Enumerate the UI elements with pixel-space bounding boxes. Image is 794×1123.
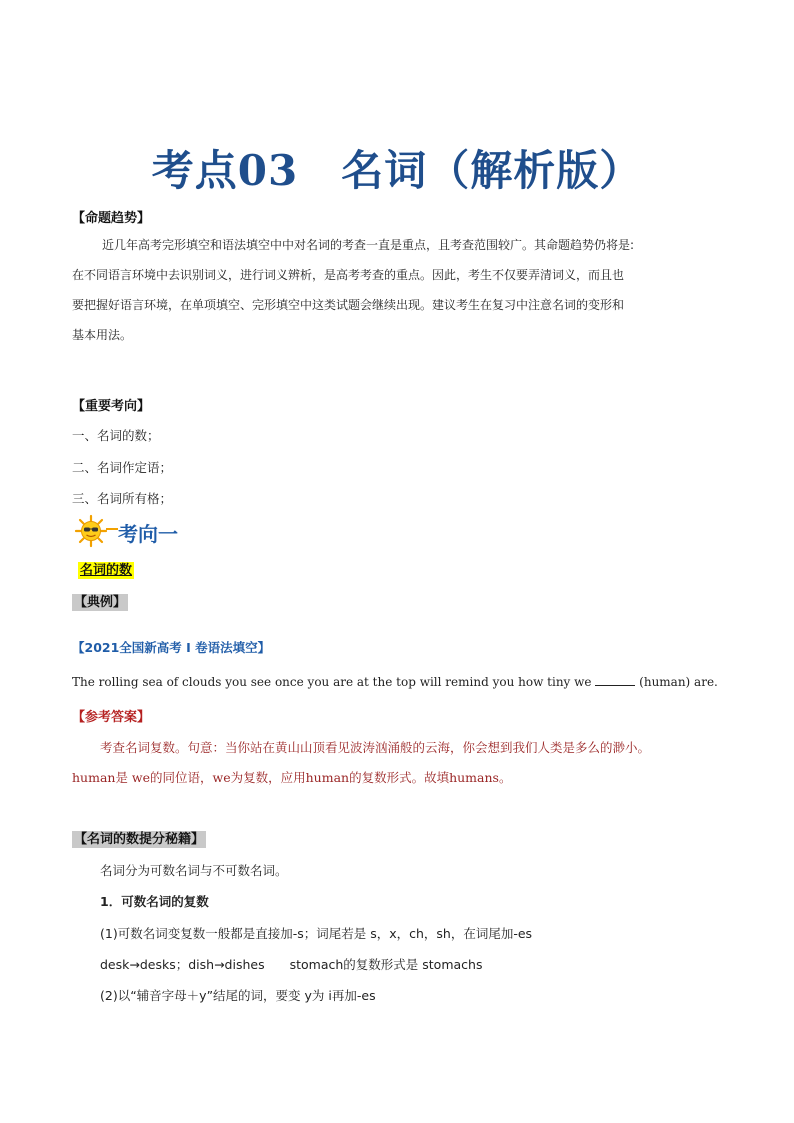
tips-example: desk→desks；dish→dishes stomach的复数形式是 stomachs [100,957,483,972]
trend-paragraph [72,230,732,350]
example-heading [72,591,128,610]
topic-highlight: 名词的数 [80,563,133,578]
tips-subheading: 1．可数名词的复数 [100,894,209,909]
example-sentence [72,675,718,689]
trend-heading: 【命题趋势】 [72,211,151,226]
topic-label [78,559,134,578]
tips-rule: (2)以“辅音字母＋y”结尾的词，要变 y为 i再加-es [100,988,376,1003]
sun-ray-decoration [106,528,118,530]
trend-line: 近几年高考完形填空和语法填空中中对名词的考查一直是重点，且考查范围较广。其命题趋势仍将是: [102,238,635,252]
page-title: 考点03 名词（解析版） [151,146,643,195]
tips-intro: 名词分为可数名词与不可数名词。 [100,863,288,878]
answer-line: human是 we的同位语，we为复数，应用human的复数形式。故填humans。 [72,770,512,785]
trend-line: 在不同语言环境中去识别词义，进行词义辨析，是高考考查的重点。因此，考生不仅要弄清词义，而且也 [72,268,625,282]
example-source: 【2021全国新高考 I 卷语法填空】 [72,640,271,655]
tips-heading [72,828,206,847]
direction-item: 一、名词的数； [72,428,160,443]
section-label: 考向一 [118,522,178,546]
tips-rule: (1)可数名词变复数一般都是直接加-s；词尾若是 s，x，ch，sh，在词尾加-es [100,926,533,941]
example-heading-highlight: 【典例】 [74,595,127,610]
answer-heading: 【参考答案】 [72,710,151,725]
trend-line: 基本用法。 [72,328,133,342]
directions-heading: 【重要考向】 [72,399,151,414]
answer-line: 考查名词复数。句意：当你站在黄山山顶看见波涛汹涌般的云海，你会想到我们人类是多么的渺小。 [100,740,651,755]
tips-heading-highlight: 【名词的数提分秘籍】 [74,832,205,847]
direction-item: 三、名词所有格； [72,491,173,506]
sentence-after: (human) are. [635,675,718,689]
answer-blank [595,675,635,686]
sentence-before: The rolling sea of clouds you see once you are at the top will remind you how tiny we [72,675,592,689]
direction-item: 二、名词作定语； [72,460,173,475]
trend-line: 要把握好语言环境，在单项填空、完形填空中这类试题会继续出现。建议考生在复习中注意名词的变形和 [72,298,625,312]
sun-with-sunglasses-icon [74,514,108,548]
